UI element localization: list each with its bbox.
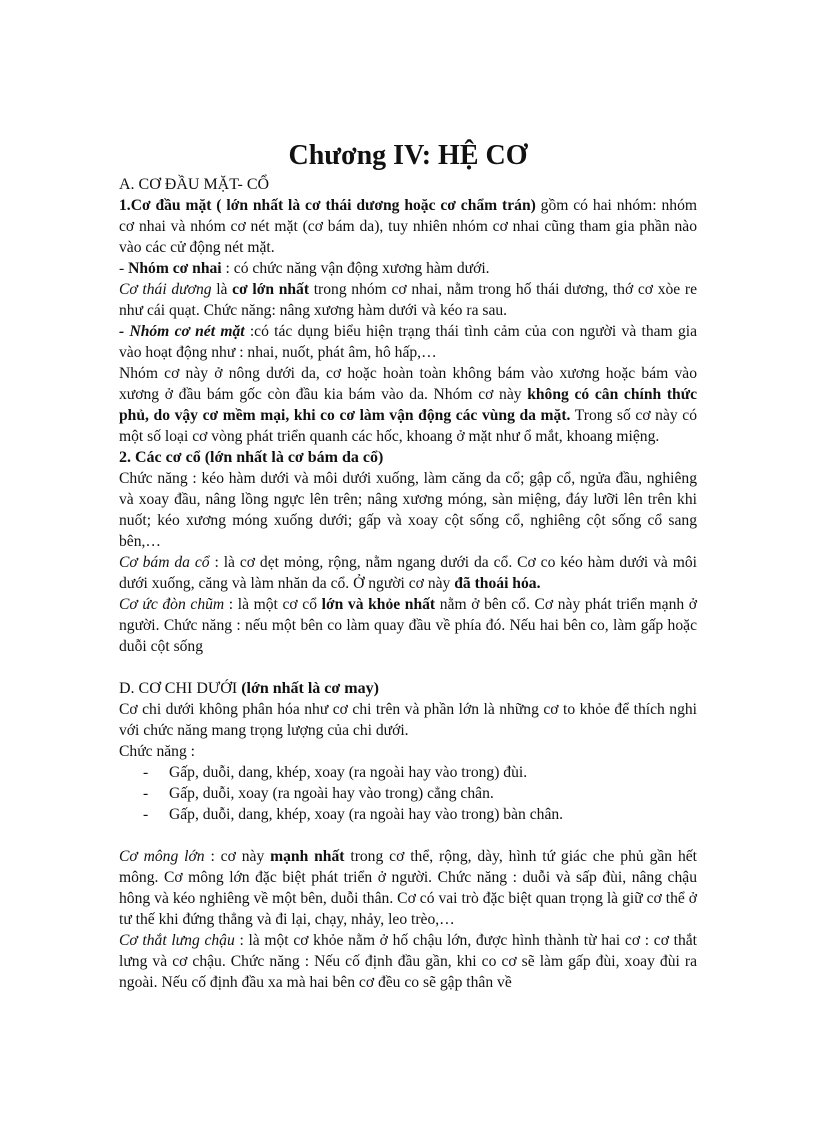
bold-text: 1.Cơ đầu mặt ( lớn nhất là cơ thái dương hoặc cơ chẩm trán) bbox=[119, 197, 536, 214]
bold-italic-text: - Nhóm cơ nét mặt bbox=[119, 323, 245, 340]
bold-text: cơ lớn nhất bbox=[232, 281, 310, 298]
bold-text: không có cân chính thức phủ, do vậy cơ mềm mại, khi co cơ làm vận động các vùng da mặt. bbox=[119, 386, 697, 424]
body-text: trong nhóm cơ nhai, nằm trong hố thái dương, thớ cơ xòe re như cái quạt. Chức năng: nâng xương hàm dưới và kéo ra sau. bbox=[119, 281, 697, 319]
paragraph-neck-functions: Chức năng : kéo hàm dưới và môi dưới xuống, làm căng da cổ; gập cổ, ngửa đầu, nghiêng và xoay đầu, nâng lồng ngực lên trên; nâng xương móng, sàn miệng, đáy lưỡi lên trên khi nuốt; kéo xương móng xuống dưới; gấp và xoay cột sống cổ, nghiêng cột sống cổ sang bên,… bbox=[119, 470, 697, 550]
spacer bbox=[119, 657, 697, 678]
paragraph-temporal-muscle bbox=[119, 279, 697, 321]
bold-text: đã thoái hóa. bbox=[454, 575, 541, 592]
bold-text: (lớn nhất là cơ may) bbox=[241, 680, 379, 697]
body-text: : là cơ dẹt mỏng, rộng, nằm ngang dưới da cổ. Cơ co kéo hàm dưới và môi dưới xuống, căng và làm nhăn da cổ. Ở người cơ này bbox=[119, 554, 697, 592]
bold-text: mạnh nhất bbox=[270, 848, 345, 865]
paragraph-chewing-group bbox=[119, 258, 697, 279]
list-item: - Gấp, duỗi, dang, khép, xoay (ra ngoài hay vào trong) đùi. bbox=[143, 762, 697, 783]
italic-text: Cơ thắt lưng chậu bbox=[119, 932, 235, 949]
body-text: : có chức năng vận động xương hàm dưới. bbox=[221, 260, 490, 277]
body-text: nằm ở bên cổ. Cơ này phát triển mạnh ở người. Chức năng : nếu một bên co làm quay đầu về phía đó. Nếu hai bên co, làm gấp hoặc duỗi cột sống bbox=[119, 596, 698, 655]
paragraph-face-muscles bbox=[119, 195, 697, 258]
paragraph-subcutaneous-muscles bbox=[119, 363, 697, 447]
italic-text: Cơ ức đòn chũm bbox=[119, 596, 225, 613]
section-d-heading bbox=[119, 678, 697, 699]
paragraph-sternocleidomastoid bbox=[119, 594, 697, 657]
list-item: - Gấp, duỗi, dang, khép, xoay (ra ngoài hay vào trong) bàn chân. bbox=[143, 804, 697, 825]
body-text: trong cơ thể, rộng, dày, hình tứ giác che phủ gần hết mông. Cơ mông lớn đặc biệt phát triển ở người. Chức năng : duỗi và sấp đùi, nâng chậu hông và kéo nghiêng về một bên, duỗi thân. Cơ có vai trò đặc biệt quan trọng là giữ cơ thể ở tư thế khi đứng thẳng và đi lại, chạy, nhảy, leo trèo,… bbox=[119, 848, 698, 928]
body-text: Trong số cơ này có một số loại cơ vòng phát triển quanh các hốc, khoang ở mặt như ổ mắt, khoang miệng. bbox=[119, 407, 697, 445]
spacer bbox=[119, 825, 697, 846]
body-text: - bbox=[119, 260, 129, 277]
body-text: : là một cơ cổ bbox=[224, 596, 322, 613]
page-title: Chương IV: HỆ CƠ bbox=[288, 140, 528, 171]
italic-text: Cơ thái dương bbox=[119, 281, 212, 298]
italic-text: Cơ bám da cổ bbox=[119, 554, 210, 571]
paragraph-lower-limb-intro: Cơ chi dưới không phân hóa như cơ chi trên và phần lớn là những cơ to khỏe để thích nghi với chức năng mang trọng lượng của chi dưới. bbox=[119, 701, 697, 739]
paragraph-facial-expression-group bbox=[119, 321, 697, 363]
body-text: :có tác dụng biểu hiện trạng thái tình cảm của con người và tham gia vào hoạt động như : nhai, nuốt, phát âm, hô hấp,… bbox=[119, 323, 697, 361]
section-a-heading: A. CƠ ĐẦU MẶT- CỔ bbox=[119, 176, 270, 193]
list-item: - Gấp, duỗi, xoay (ra ngoài hay vào trong) cẳng chân. bbox=[143, 783, 697, 804]
body-text: : là một cơ khỏe nằm ở hố chậu lớn, được hình thành từ hai cơ : cơ thắt lưng và cơ chậu. Chức năng : Nếu cố định đầu gần, khi co cơ sẽ làm gấp đùi, xoay đùi ra ngoài. Nếu cố định đầu xa mà hai bên cơ đều co sẽ gập thân về bbox=[119, 932, 698, 991]
paragraph-gluteus-maximus bbox=[119, 846, 697, 930]
body-text: Nhóm cơ này ở nông dưới da, cơ hoặc hoàn toàn không bám vào xương hoặc bám vào xương ở đầu bám gốc còn đầu kia bám vào da. Nhóm cơ này bbox=[119, 365, 697, 403]
document-page bbox=[119, 140, 697, 993]
bold-text: Nhóm cơ nhai bbox=[128, 260, 222, 277]
functions-label: Chức năng : bbox=[119, 743, 196, 760]
heading-text: D. CƠ CHI DƯỚI bbox=[119, 680, 242, 697]
bold-text: lớn và khỏe nhất bbox=[321, 596, 436, 613]
body-text: là bbox=[211, 281, 233, 298]
body-text: : cơ này bbox=[204, 848, 271, 865]
neck-muscles-heading: 2. Các cơ cổ (lớn nhất là cơ bám da cổ) bbox=[119, 449, 384, 466]
paragraph-iliopsoas bbox=[119, 930, 697, 993]
body-text: gồm có hai nhóm: nhóm cơ nhai và nhóm cơ nét mặt (cơ bám da), tuy nhiên nhóm cơ nhai cũng tham gia phần nào vào các cử động nét mặt. bbox=[119, 197, 697, 256]
functions-list bbox=[119, 762, 697, 825]
italic-text: Cơ mông lớn bbox=[119, 848, 205, 865]
paragraph-platysma bbox=[119, 552, 697, 594]
